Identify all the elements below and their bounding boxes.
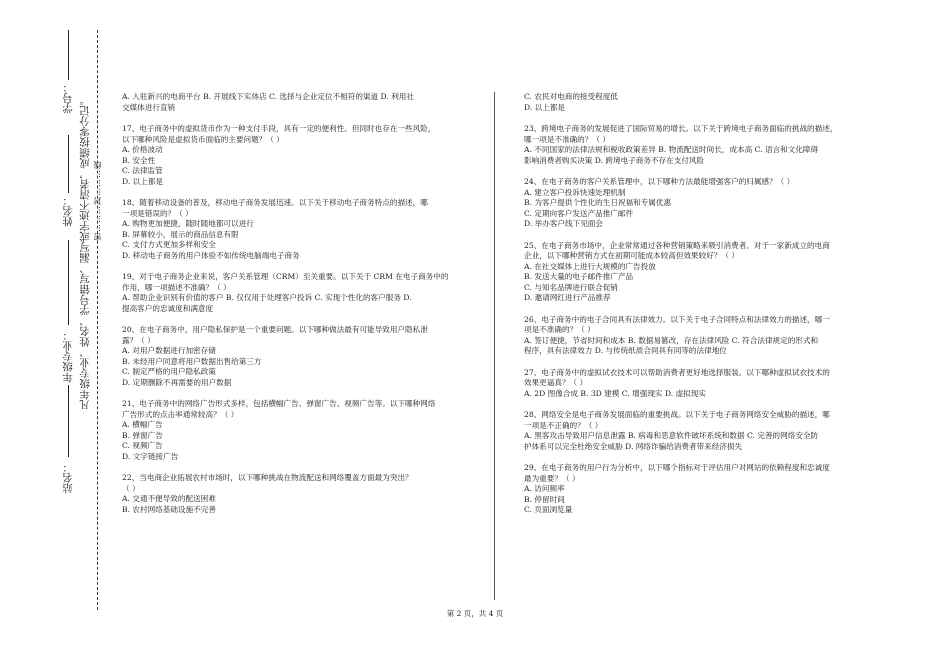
answer-option: D. 以上都是 xyxy=(524,102,566,112)
question-stem-line: 企业，以下哪种营销方式在初期可能成本较高但效果较好？（ ） xyxy=(524,251,740,260)
answer-option: C. 制定严格的用户隐私政策 xyxy=(122,367,216,376)
answer-option: A. 购物更加便捷，随时随地都可以进行 xyxy=(122,219,254,228)
student-id-underline xyxy=(68,30,69,80)
binding-margin xyxy=(0,0,115,672)
answer-option: A. 2D 图像合成 B. 3D 建模 C. 增强现实 D. 虚拟现实 xyxy=(524,388,706,398)
question-block xyxy=(122,272,474,314)
question-stem-line: 26、电子商务中的电子合同具有法律效力。以下关于电子合同特点和法律效力的描述，哪一 xyxy=(524,314,830,324)
question-block xyxy=(524,463,862,516)
answer-option: A. 建立客户投诉快速处理机制 xyxy=(524,187,626,197)
answer-option: A. 价格波动 xyxy=(122,145,163,154)
question-stem-line: 19、对于电子商务企业来说，客户关系管理（CRM）至关重要。以下关于 CRM 在电子商务中的 xyxy=(122,272,449,281)
question-stem-line: 18、随着移动设备的普及，移动电子商务发展迅速。以下关于移动电子商务特点的描述，哪 xyxy=(122,198,428,207)
answer-option: 交媒体进行直销 xyxy=(122,102,176,112)
answer-option: A. 交通不便导致的配送困难 xyxy=(122,494,216,503)
answer-option: B. 未经用户同意将用户数据出售给第三方 xyxy=(122,356,262,366)
name-underline xyxy=(68,135,69,193)
question-stem-line: 29、在电子商务的用户行为分析中，以下哪个指标对于评估用户对网站的依赖程度和忠诚度 xyxy=(524,463,830,472)
grade-major-underline xyxy=(68,240,69,325)
right-column xyxy=(524,92,862,527)
question-block xyxy=(122,124,474,187)
left-column xyxy=(122,92,474,526)
answer-option: D. 以上都是 xyxy=(122,176,164,186)
question-stem-line: 以下哪种风险是虚拟货币面临的主要问题？（ ） xyxy=(122,134,284,144)
answer-option: A. 对用户数据进行加密存储 xyxy=(122,346,216,355)
seal-dashed-line xyxy=(97,30,98,610)
answer-option: C. 定期向客户发送产品推广邮件 xyxy=(524,208,634,218)
question-block xyxy=(524,92,862,113)
grade-major-label: 年级专业： xyxy=(62,330,74,383)
answer-option: 护体系可以完全杜绝安全威胁 D. 网络诈骗给消费者带来经济损失 xyxy=(524,441,743,451)
answer-option: C. 支付方式更加多样和安全 xyxy=(122,240,216,249)
answer-option: A. 入驻新兴的电商平台 B. 开展线下实体店 C. 选择与企业定位不相符的渠道 D. 利用社 xyxy=(122,92,414,101)
question-stem-line: 哪一项是不准确的？（ ） xyxy=(524,134,610,144)
answer-option: 影响消费者购买决策 D. 跨境电子商务不存在支付风险 xyxy=(524,155,705,165)
question-stem-line: 一项是不正确的？（ ） xyxy=(524,420,603,430)
answer-option: B. 弹窗广告 xyxy=(122,430,163,440)
site-underline xyxy=(68,385,69,457)
question-block xyxy=(524,241,862,304)
answer-option: C. 与知名品牌进行联合促销 xyxy=(524,282,618,292)
answer-option: B. 屏幕较小，展示的商品信息有限 xyxy=(122,229,239,239)
page-number: 第 2 页，共 4 页 xyxy=(446,609,504,618)
question-stem-line: 露？（ ） xyxy=(122,335,155,345)
question-block xyxy=(524,315,862,357)
question-stem-line: 20、在电子商务中，用户隐私保护是一个重要问题。以下哪种做法最有可能导致用户隐私泄 xyxy=(122,325,428,334)
question-stem-line: 23、跨境电子商务的发展促进了国际贸易的增长。以下关于跨境电子商务面临的挑战的描述， xyxy=(524,124,838,133)
question-block xyxy=(524,368,862,400)
student-id-label: 学号： xyxy=(62,82,74,114)
question-stem-line: 项是不准确的？（ ） xyxy=(524,325,595,334)
question-stem-line: 一项是错误的？（ ） xyxy=(122,208,193,218)
answer-option: B. 安全性 xyxy=(122,155,156,165)
answer-option: B. 发送大量的电子邮件推广产品 xyxy=(524,272,634,281)
warning-line: 凡年级专业、姓名、学号错写、漏写或字迹不清者，成绩按零分记。 xyxy=(79,95,91,410)
answer-option: A. 在社交媒体上进行大规模的广告投放 xyxy=(524,261,656,271)
answer-option: B. 为客户提供个性化的生日祝福和专属优惠 xyxy=(524,198,672,207)
question-stem-line: 24、在电子商务的客户关系管理中，以下哪种方法最能增强客户的归属感？（ ） xyxy=(524,177,795,186)
question-block xyxy=(524,410,862,452)
answer-option: 程序，具有法律效力 D. 与传统纸质合同具有同等的法律地位 xyxy=(524,346,727,355)
question-stem-line: 27、电子商务中的虚拟试衣技术可以帮助消费者更好地选择服装。以下哪种虚拟试衣技术的 xyxy=(524,367,830,377)
answer-option: A. 黑客攻击导致用户信息泄露 B. 病毒和恶意软件破坏系统和数据 C. 完善的网络安全防 xyxy=(524,431,819,440)
question-stem-line: （ ） xyxy=(122,483,140,493)
answer-option: C. 法律监管 xyxy=(122,166,163,175)
question-stem-line: 21、电子商务中的网络广告形式多样，包括横幅广告、弹窗广告、视频广告等。以下哪种网络 xyxy=(122,399,436,408)
question-block xyxy=(122,92,474,113)
column-divider xyxy=(494,92,495,600)
question-stem-line: 28、网络安全是电子商务发展面临的重要挑战。以下关于电子商务网络安全威胁的描述，哪 xyxy=(524,410,830,419)
question-block xyxy=(122,198,474,261)
answer-option: 提高客户的忠诚度和满意度 xyxy=(122,303,214,313)
question-stem-line: 25、在电子商务市场中，企业常常通过各种营销策略来吸引消费者。对于一家新成立的电商 xyxy=(524,240,830,250)
answer-option: D. 邀请网红进行产品推荐 xyxy=(524,293,611,302)
question-block xyxy=(524,177,862,230)
name-label: 姓名： xyxy=(62,195,74,227)
answer-option: A. 签订便捷，节省时间和成本 B. 数据易篡改，存在法律风险 C. 符合法律规定的形式和 xyxy=(524,335,819,345)
answer-option: A. 帮助企业识别有价值的客户 B. 仅仅用于处理客户投诉 C. 实现个性化的客户服务 D. xyxy=(122,293,412,302)
answer-option: C. 视频广告 xyxy=(122,441,163,450)
question-stem-line: 22、当电商企业拓展农村市场时，以下哪种挑战在物流配送和网络覆盖方面最为突出？ xyxy=(122,473,413,482)
answer-option: B. 停留时间 xyxy=(524,494,565,504)
answer-option: D. 文字链接广告 xyxy=(122,451,179,461)
question-block xyxy=(524,124,862,166)
answer-option: D. 移动电子商务的用户体验不如传统电脑端电子商务 xyxy=(122,250,300,260)
question-block xyxy=(122,399,474,462)
answer-option: D. 举办客户线下见面会 xyxy=(524,219,603,228)
question-stem-line: 17、电子商务中的虚拟货币作为一种支付手段，具有一定的便利性。但同时也存在一些风险， xyxy=(122,124,436,133)
answer-option: A. 不同国家的法律法规和税收政策差异 B. 物流配送时间长，成本高 C. 语言和文化障碍 xyxy=(524,145,819,154)
site-label: 站名： xyxy=(62,462,74,494)
answer-option: A. 访问频率 xyxy=(524,484,565,493)
answer-option: D. 定期删除不再需要的用户数据 xyxy=(122,377,232,387)
question-block xyxy=(122,325,474,388)
answer-option: B. 农村网络基础设施不完善 xyxy=(122,504,216,514)
question-stem-line: 广告形式的点击率通常较高？（ ） xyxy=(122,409,239,419)
answer-option: C. 页面浏览量 xyxy=(524,505,573,514)
question-block xyxy=(122,473,474,515)
seal-mark: 密………封………线 xyxy=(93,160,102,241)
answer-option: C. 农民对电商的接受程度低 xyxy=(524,92,618,101)
question-stem-line: 作用，哪一项描述不准确？（ ） xyxy=(122,282,231,292)
answer-option: A. 横幅广告 xyxy=(122,420,163,429)
question-stem-line: 效果更逼真？（ ） xyxy=(524,378,588,387)
question-stem-line: 最为重要？（ ） xyxy=(524,473,580,483)
